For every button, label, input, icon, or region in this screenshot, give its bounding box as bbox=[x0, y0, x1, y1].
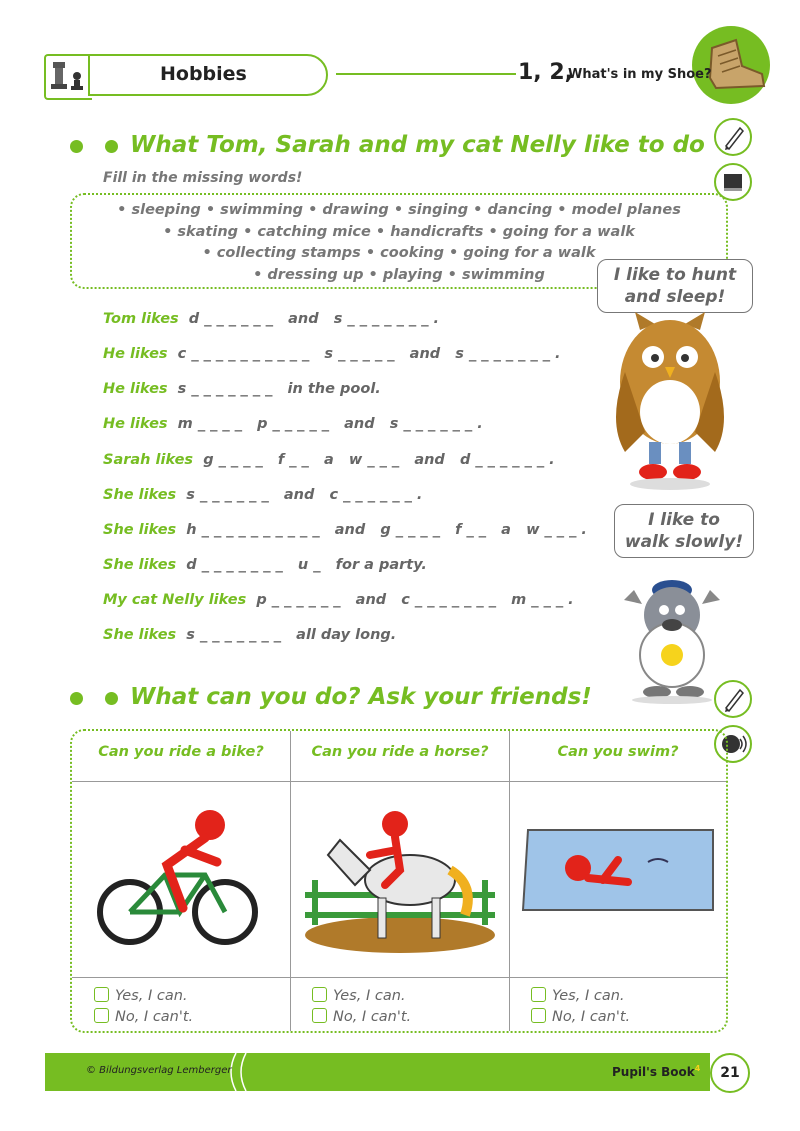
exercise-line[interactable] bbox=[103, 557, 427, 573]
exercise-line[interactable] bbox=[103, 381, 381, 397]
pencil-icon bbox=[714, 680, 752, 718]
exercise-gaps[interactable]: s _ _ _ _ _ _ _ all day long. bbox=[186, 627, 397, 643]
book-volume: 4 bbox=[694, 1064, 701, 1073]
answer-yes-bike[interactable] bbox=[94, 987, 188, 1004]
header-divider bbox=[336, 73, 516, 75]
page-number: 21 bbox=[710, 1053, 750, 1093]
word-bank-line: • dressing up • playing • swimming bbox=[253, 266, 545, 283]
section-bullet bbox=[105, 140, 118, 153]
exercise-gaps[interactable]: s _ _ _ _ _ _ and c _ _ _ _ _ _ . bbox=[186, 487, 423, 503]
exercise-label: Sarah likes bbox=[103, 452, 194, 468]
checkbox[interactable] bbox=[94, 1008, 109, 1023]
option-label: Yes, I can. bbox=[115, 988, 188, 1004]
answer-no-horse[interactable] bbox=[312, 1008, 411, 1025]
exercise-line[interactable] bbox=[103, 627, 396, 643]
exercise-gaps[interactable]: h _ _ _ _ _ _ _ _ _ _ and g _ _ _ _ f _ _ a w _ _ _ . bbox=[186, 522, 587, 538]
answer-no-bike[interactable] bbox=[94, 1008, 193, 1025]
exercise-label: She likes bbox=[103, 487, 177, 503]
exercise-label: He likes bbox=[103, 381, 168, 397]
shoe-icon bbox=[692, 26, 770, 104]
option-label: No, I can't. bbox=[552, 1009, 631, 1025]
option-label: No, I can't. bbox=[115, 1009, 194, 1025]
table-divider bbox=[72, 781, 726, 782]
answer-yes-swim[interactable] bbox=[531, 987, 625, 1004]
exercise-line[interactable] bbox=[103, 487, 422, 503]
table-divider bbox=[509, 731, 510, 1031]
mole-bubble-line: walk slowly! bbox=[624, 532, 744, 552]
section-bullet bbox=[70, 140, 83, 153]
shoe-badge bbox=[692, 26, 770, 104]
instruction: Fill in the missing words! bbox=[103, 170, 303, 186]
checkbox[interactable] bbox=[94, 987, 109, 1002]
exercise-gaps[interactable]: s _ _ _ _ _ _ _ in the pool. bbox=[177, 381, 381, 397]
exercise-gaps[interactable]: p _ _ _ _ _ _ and c _ _ _ _ _ _ _ m _ _ _ . bbox=[256, 592, 574, 608]
exercise-gaps[interactable]: d _ _ _ _ _ _ _ u _ for a party. bbox=[186, 557, 427, 573]
option-label: No, I can't. bbox=[333, 1009, 412, 1025]
answer-yes-horse[interactable] bbox=[312, 987, 406, 1004]
book-name bbox=[612, 1064, 700, 1079]
checkbox[interactable] bbox=[531, 987, 546, 1002]
exercise-gaps[interactable]: m _ _ _ _ p _ _ _ _ _ and s _ _ _ _ _ _ . bbox=[177, 416, 483, 432]
page-title: Hobbies bbox=[160, 63, 247, 85]
horse-illustration bbox=[300, 810, 500, 960]
copyright: © Bildungsverlag Lemberger bbox=[86, 1065, 232, 1076]
owl-bubble-line: and sleep! bbox=[624, 287, 726, 307]
question-horse: Can you ride a horse? bbox=[311, 744, 489, 760]
book-label: Pupil's Book bbox=[612, 1065, 695, 1079]
exercise-label: He likes bbox=[103, 346, 168, 362]
exercise-label: She likes bbox=[103, 557, 177, 573]
bike-illustration bbox=[95, 800, 265, 960]
exercise-line[interactable] bbox=[103, 346, 561, 362]
swim-illustration bbox=[518, 810, 718, 920]
exercise-label: She likes bbox=[103, 627, 177, 643]
table-divider bbox=[290, 731, 291, 1031]
option-label: Yes, I can. bbox=[333, 988, 406, 1004]
section-bullet bbox=[70, 692, 83, 705]
exercise-label: He likes bbox=[103, 416, 168, 432]
chess-icon-box bbox=[44, 54, 92, 100]
exercise-line[interactable] bbox=[103, 416, 483, 432]
question-swim: Can you swim? bbox=[557, 744, 679, 760]
word-bank-line: • skating • catching mice • handicrafts • going for a walk bbox=[163, 223, 635, 240]
owl-illustration bbox=[605, 312, 735, 492]
mole-illustration bbox=[612, 560, 732, 705]
chess-icon bbox=[46, 56, 90, 96]
exercise-label: Tom likes bbox=[103, 311, 179, 327]
checkbox[interactable] bbox=[312, 987, 327, 1002]
question-bike: Can you ride a bike? bbox=[98, 744, 264, 760]
exercise-gaps[interactable]: d _ _ _ _ _ _ and s _ _ _ _ _ _ _ . bbox=[188, 311, 439, 327]
owl-bubble-line: I like to hunt bbox=[613, 265, 737, 285]
word-bank-line: • sleeping • swimming • drawing • singing • dancing • model planes bbox=[117, 202, 681, 218]
word-bank-line: • collecting stamps • cooking • going for a walk bbox=[202, 245, 596, 261]
pencil-icon bbox=[714, 118, 752, 156]
unit-numbers: 1, 2, bbox=[518, 60, 573, 85]
exercise-line[interactable] bbox=[103, 592, 574, 608]
section1-title: What Tom, Sarah and my cat Nelly like to do bbox=[130, 132, 705, 158]
exercise-line[interactable] bbox=[103, 522, 587, 538]
exercise-gaps[interactable]: c _ _ _ _ _ _ _ _ _ _ s _ _ _ _ _ and s _ _ _ _ _ _ _ . bbox=[177, 346, 561, 362]
owl-speech-bubble bbox=[597, 259, 753, 313]
mole-bubble-line: I like to bbox=[648, 510, 720, 530]
table-divider bbox=[72, 977, 726, 978]
unit-subtitle: What's in my Shoe? bbox=[568, 67, 712, 82]
section-bullet bbox=[105, 692, 118, 705]
exercise-line[interactable] bbox=[103, 452, 555, 468]
exercise-label: My cat Nelly likes bbox=[103, 592, 247, 608]
answer-no-swim[interactable] bbox=[531, 1008, 630, 1025]
exercise-label: She likes bbox=[103, 522, 177, 538]
checkbox[interactable] bbox=[531, 1008, 546, 1023]
section2-title: What can you do? Ask your friends! bbox=[130, 684, 592, 710]
exercise-line[interactable] bbox=[103, 311, 439, 327]
exercise-gaps[interactable]: g _ _ _ _ f _ _ a w _ _ _ and d _ _ _ _ _ _ . bbox=[203, 452, 555, 468]
checkbox[interactable] bbox=[312, 1008, 327, 1023]
option-label: Yes, I can. bbox=[552, 988, 625, 1004]
mole-speech-bubble bbox=[614, 504, 754, 558]
